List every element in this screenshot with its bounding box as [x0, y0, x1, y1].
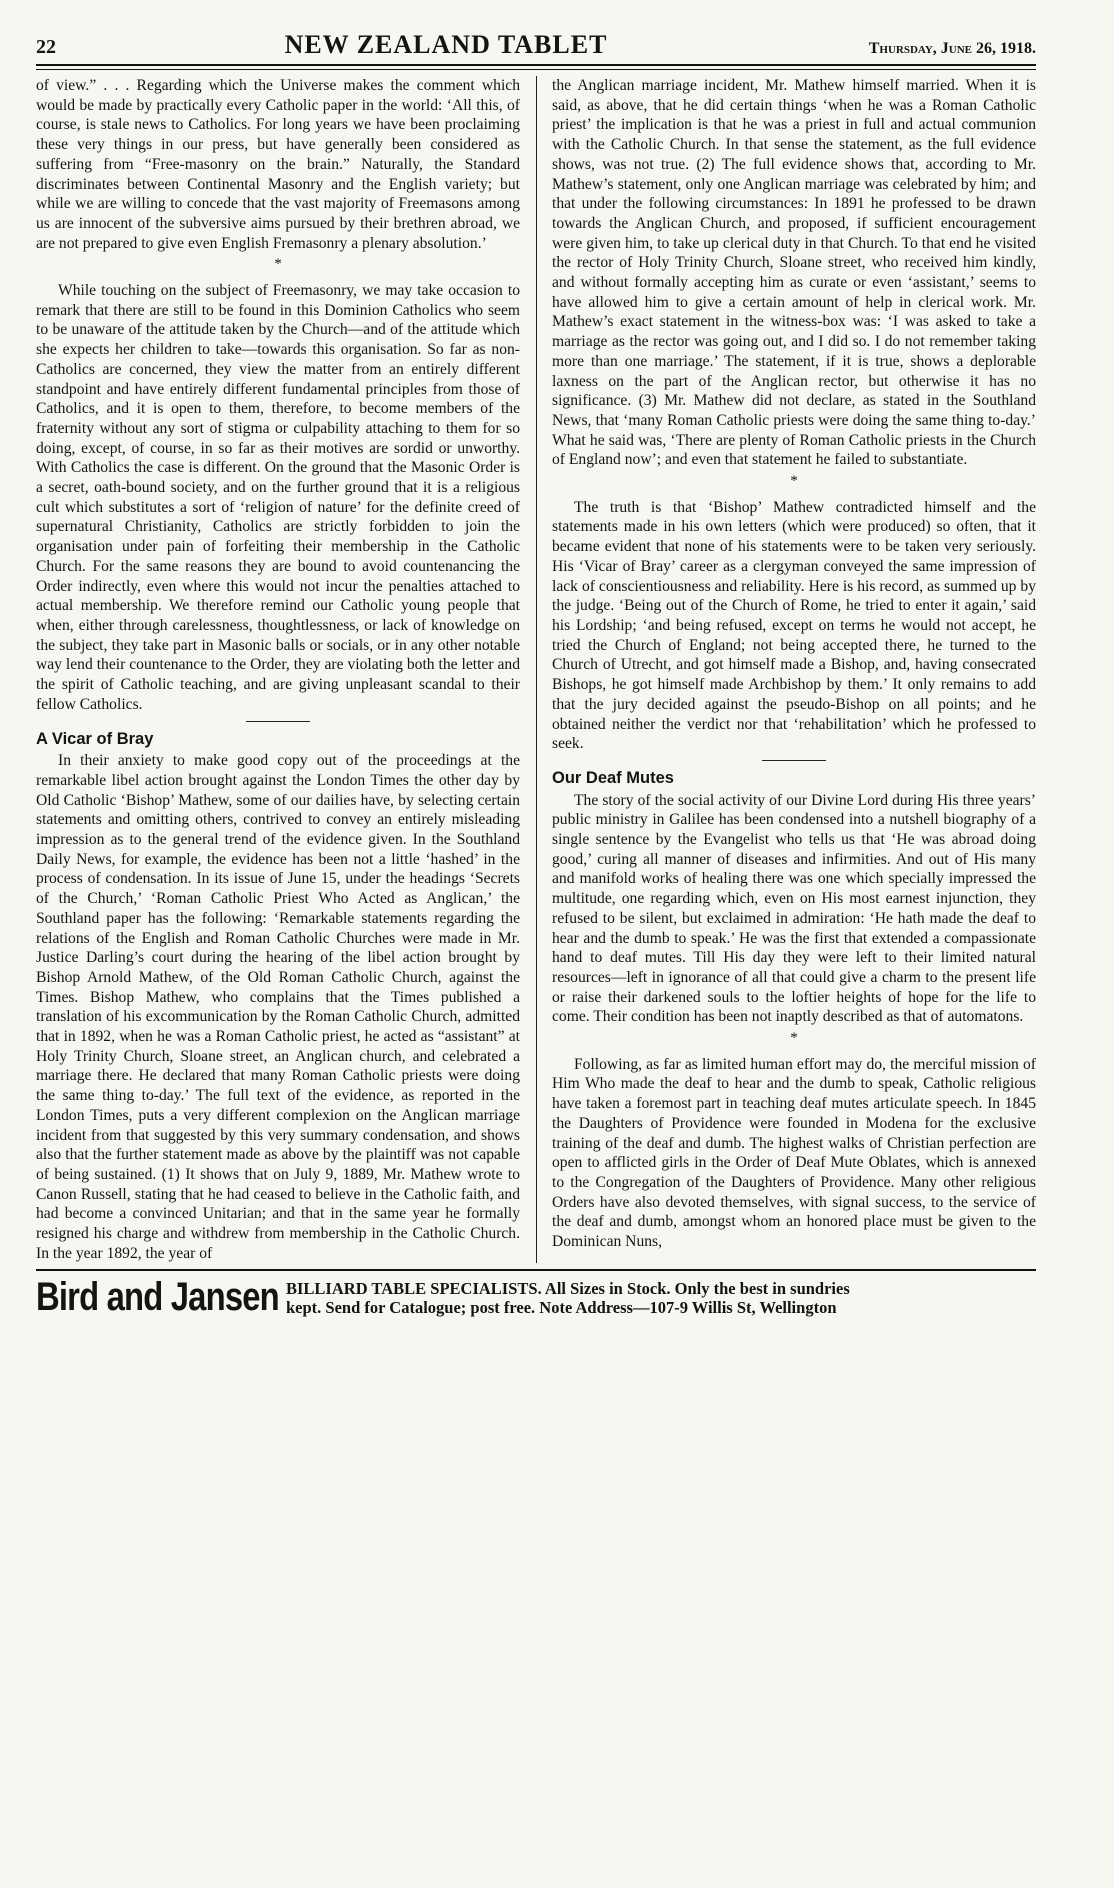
paragraph: of view.” . . . Regarding which the Universe makes the comment which would be made by practically every Catholic paper in the world: ‘All this, of course, is stale news to Catholics. For long years we have been proclaiming these very things in our press, but have generally been considered as suffering from “Free-masonry on the brain.” Naturally, the Standard discriminates between Continental Masonry and the English variety; but while we are willing to concede that the vast majority of Freemasons among us are innocent of the subversive aims pursued by their brethren abroad, we are not prepared to give even English Fremasonry a plenary absolution.’: [36, 77, 520, 252]
publication-title: NEW ZEALAND TABLET: [284, 30, 608, 59]
paragraph: In their anxiety to make good copy out of the proceedings at the remarkable libel action brought against the London Times the other day by Old Catholic ‘Bishop’ Mathew, some of our dailies have, by selecting certain statements and omitting others, contrived to convey an entirely misleading impression as to the general trend of the evidence given. In the Southland Daily News, for example, the evidence has been not a little ‘hashed’ in the process of condensation. In its issue of June 15, under the headings ‘Secrets of the Church,’ ‘Roman Catholic Priest Who Acted as Anglican,’ the Southland paper has the following: ‘Remarkable statements regarding the relations of the English and Roman Catholic Churches were made in Mr. Justice Darling’s court during the hearing of the libel action brought by Bishop Arnold Mathew, of the Old Roman Catholic Church, against the Times. Bishop Mathew, who complains that the Times published a translation of his excommunication by the Roman Catholic Church, admitted that in 1892, when he was a Roman Catholic priest, he acted as “assistant” at Holy Trinity Church, Sloane street, an Anglican church, and celebrated a marriage there. He declared that many Roman Catholic priests were doing the same thing to-day.’ The full text of the evidence, as reported in the London Times, puts a very different complexion on the Anglican marriage incident from that suggested by this very summary condensation, and shows also that the further statement made as above by the plaintiff was not capable of being sustained. (1) It shows that on July 9, 1889, Mr. Mathew wrote to Canon Russell, stating that he had ceased to believe in the Catholic faith, and had become a convinced Unitarian; and that in the same year he formally resigned his charge and withdrew from membership in the Catholic Church. In the year 1892, the year of: [36, 752, 520, 1262]
newspaper-page: [36, 30, 1036, 1320]
section-heading: Our Deaf Mutes: [552, 768, 674, 787]
section-rule: [762, 760, 826, 761]
paragraph: the Anglican marriage incident, Mr. Mathew himself married. When it is said, as above, that he did certain things ‘when he was a Roman Catholic priest’ the implication is that he was a priest in full and actual communion with the Catholic Church. In that sense the statement, as the full evidence shows, was not true. (2) The full evidence shows that, according to Mr. Mathew’s statement, only one Anglican marriage was celebrated by him; and that under the following circumstances: In 1891 he professed to be drawn towards the Anglican Church, and proposed, if sufficient encouragement were given him, to take up clerical duty in that Church. To that end he visited the rector of Holy Trinity Church, Sloane street, who received him kindly, and without formally accepting him as curate or even ‘assistant,’ seems to have allowed him to give a certain amount of help in clerical work. Mr. Mathew’s exact statement in the witness-box was: ‘I was asked to take a marriage as the rector was going out, and I did so. I do not remember taking more than one marriage.’ The statement, if it is true, shows a deplorable laxness on the part of the Anglican rector, but otherwise it has no significance. (3) Mr. Mathew did not declare, as stated in the Southland News, that ‘many Roman Catholic priests were doing the same thing to-day.’ What he said was, ‘There are plenty of Roman Catholic priests in the Church of England now’; and even that statement he failed to substantiate.: [552, 77, 1036, 469]
page-number: 22: [36, 36, 56, 58]
paragraph: While touching on the subject of Freemasonry, we may take occasion to remark that there are still to be found in this Dominion Catholics who seem to be unaware of the attitude taken by the Church—and of the attitude which she expects her children to take—towards this organisation. So far as non-Catholics are concerned, they view the matter from an entirely different standpoint and have entirely different fundamental principles from those of Catholics, and it is open to them, therefore, to become members of the fraternity without any sort of stigma or culpability attaching to them for so doing, except, of course, in so far as their motives are sordid or unworthy. With Catholics the case is different. On the ground that the Masonic Order is a secret, oath-bound society, and on the further ground that it is a religious cult which substitutes a sort of ‘religion of nature’ for the definite creed of supernatural Christianity, Catholics are strictly forbidden to join the organisation under pain of forfeiting their membership in the Catholic Church. For the same reasons they are bound to avoid countenancing the Order indirectly, even where this would not incur the penalties attached to actual membership. We therefore remind our Catholic young people that when, either through carelessness, thoughtlessness, or lack of knowledge on the subject, they take part in Masonic balls or socials, or in any other notable way lend their countenance to the Order, they are violating both the letter and the spirit of Catholic teaching, and are giving unpleasant scandal to their fellow Catholics.: [36, 282, 520, 713]
ad-line-1: BILLIARD TABLE SPECIALISTS. All Sizes in Stock. Only the best in sundries: [286, 1278, 850, 1298]
issue-date: Thursday, June 26, 1918.: [868, 40, 1036, 57]
columns: [36, 76, 1036, 1263]
section-heading: A Vicar of Bray: [36, 729, 154, 748]
paragraph: The story of the social activity of our Divine Lord during His three years’ public ministry in Galilee has been condensed into a nutshell biography of a single sentence by the Evangelist who tells us that ‘He was abroad doing good,’ curing all manner of diseases and infirmities. And out of His many and manifold works of healing there was one which specially impressed the multitude, one regarding which, even on His most earnest injunction, they refused to be silent, but exclaimed in admiration: ‘He hath made the deaf to hear and the dumb to speak.’ He was the first that extended a compassionate hand to deaf mutes. Till His day they were left to their limited natural resources—left in ignorance of all that could give a charm to the present life or raise their darkened souls to the loftier heights of hope for the life to come. Their condition has been not inaptly described as that of automatons.: [552, 791, 1036, 1026]
paragraph: The truth is that ‘Bishop’ Mathew contradicted himself and the statements made in his own letters (which were produced) so often, that it became evident that none of his statements were to be taken very seriously. His ‘Vicar of Bray’ career as a clergyman conveyed the same impression of lack of conscientiousness and reliability. Here is his record, as summed up by the judge. ‘Being out of the Church of Rome, he tried to enter it again,’ said his Lordship; ‘and being refused, except on terms he would not accept, he tried the Church of England; not being accepted there, he turned to the Church of Utrecht, and got himself made a Bishop, and, having consecrated Bishops, he got himself made Archbishop by them.’ It only remains to add that the jury decided against the pseudo-Bishop on all points; and he obtained neither the verdict nor that ‘rehabilitation’ which he professed to seek.: [552, 498, 1036, 753]
section-separator-star: *: [274, 256, 282, 273]
ad-line-2: kept. Send for Catalogue; post free. Note Address—107-9 Willis St, Wellington: [286, 1297, 837, 1317]
ad-text: [286, 1279, 850, 1317]
paragraph: Following, as far as limited human effort may do, the merciful mission of Him Who made the deaf to hear and the dumb to speak, Catholic religious have taken a foremost part in teaching deaf mutes articulate speech. In 1845 the Daughters of Providence were founded in Modena for the exclusive training of the deaf and dumb. The highest walks of Christian perfection are open to afflicted girls in the Order of Deaf Mute Oblates, which is annexed to the Congregation of the Daughters of Providence. Many other religious Orders have also devoted themselves, with signal success, to the service of the deaf and dumb, amongst whom an honored place must be given to the Dominican Nuns,: [552, 1055, 1036, 1251]
page-header: [36, 30, 1036, 64]
section-separator-star: *: [790, 1030, 798, 1047]
right-column: [552, 76, 1036, 1263]
column-divider: [536, 76, 537, 1263]
ad-brand: Bird and Jansen: [36, 1275, 279, 1320]
advertisement: [36, 1271, 1036, 1320]
section-rule: [246, 721, 310, 722]
header-rule: [36, 64, 1036, 70]
section-separator-star: *: [790, 473, 798, 490]
left-column: [36, 76, 520, 1263]
